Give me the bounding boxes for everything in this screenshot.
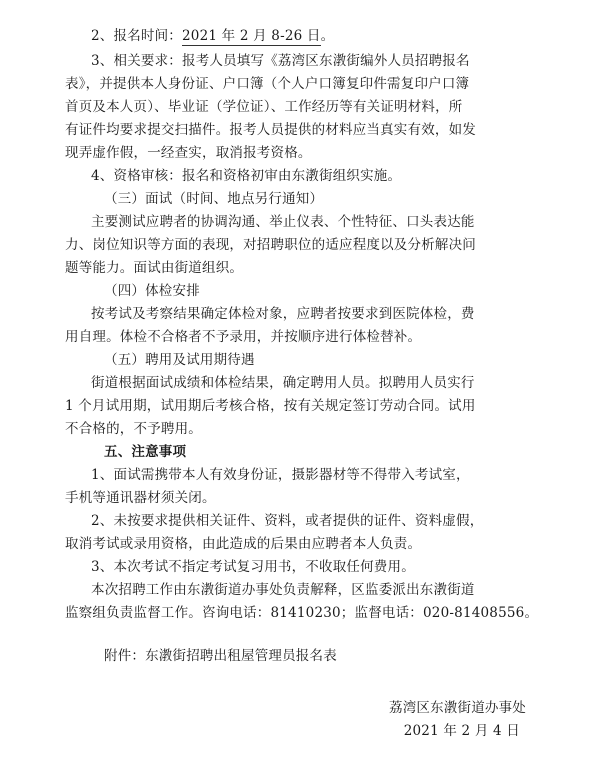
- section-employment-heading: （五）聘用及试用期待遇: [104, 352, 255, 368]
- interview-line-2: 力、岗位知识等方面的表现，对招聘职位的适应程度以及分析解决问: [65, 237, 476, 253]
- employment-line-3: 不合格的，不予聘用。: [65, 421, 202, 437]
- requirements-line-5: 现弄虚作假，一经查实，取消报考资格。: [65, 145, 312, 161]
- registration-time-end: 。: [320, 28, 335, 44]
- medical-line-2: 用自理。体检不合格者不予录用，并按顺序进行体检替补。: [65, 329, 422, 345]
- section-notes-heading: 五、注意事项: [104, 444, 187, 460]
- attachment-line: 附件：东漖街招聘出租屋管理员报名表: [104, 648, 337, 664]
- section-medical-heading: （四）体检安排: [104, 283, 200, 299]
- issue-date: 2021 年 2 月 4 日: [403, 723, 520, 739]
- interview-line-1: 主要测试应聘者的协调沟通、举止仪表、个性特征、口头表达能: [91, 214, 475, 230]
- notes-line-5: 3、本次考试不指定考试复习用书，不收取任何费用。: [91, 559, 415, 575]
- section-interview-heading: （三）面试（时间、地点另行通知）: [104, 191, 324, 207]
- requirements-line-3: 首页及本人页）、毕业证（学位证）、工作经历等有关证明材料，所: [65, 99, 463, 115]
- registration-time-line: [91, 27, 334, 45]
- notes-line-1: 1、面试需携带本人有效身份证，摄影器材等不得带入考试室，: [91, 467, 470, 483]
- contact-line-2: 监察组负责监督工作。咨询电话：81410230；监督电话：020-81408556。: [65, 605, 539, 621]
- employment-line-1: 街道根据面试成绩和体检结果，确定聘用人员。拟聘用人员实行: [91, 375, 475, 391]
- registration-time-value: 2021 年 2 月 8-26 日: [182, 28, 321, 44]
- contact-line-1: 本次招聘工作由东漖街道办事处负责解释，区监委派出东漖街道: [91, 582, 475, 598]
- medical-line-1: 按考试及考察结果确定体检对象，应聘者按要求到医院体检，费: [91, 306, 475, 322]
- requirements-line-2: 表》，并提供本人身份证、户口簿（个人户口簿复印件需复印户口簿: [65, 76, 470, 92]
- interview-line-3: 题等能力。面试由街道组织。: [65, 260, 244, 276]
- registration-time-label: 2、报名时间：: [91, 28, 182, 44]
- notes-line-4: 取消考试或录用资格，由此造成的后果由应聘者本人负责。: [65, 536, 422, 552]
- notes-line-2: 手机等通讯器材须关闭。: [65, 490, 216, 506]
- qualification-review-line: 4、资格审核：报名和资格初审由东漖街组织实施。: [91, 168, 402, 184]
- employment-line-2: 1 个月试用期，试用期后考核合格，按有关规定签订劳动合同。试用: [65, 398, 476, 414]
- notes-line-3: 2、未按要求提供相关证件、资料，或者提供的证件、资料虚假，: [91, 513, 484, 529]
- requirements-line-1: 3、相关要求：报考人员填写《荔湾区东漖街编外人员招聘报名: [91, 53, 470, 69]
- requirements-line-4: 有证件均要求提交扫描件。报考人员提供的材料应当真实有效，如发: [65, 122, 476, 138]
- issuer-name: 荔湾区东漖街道办事处: [389, 700, 526, 716]
